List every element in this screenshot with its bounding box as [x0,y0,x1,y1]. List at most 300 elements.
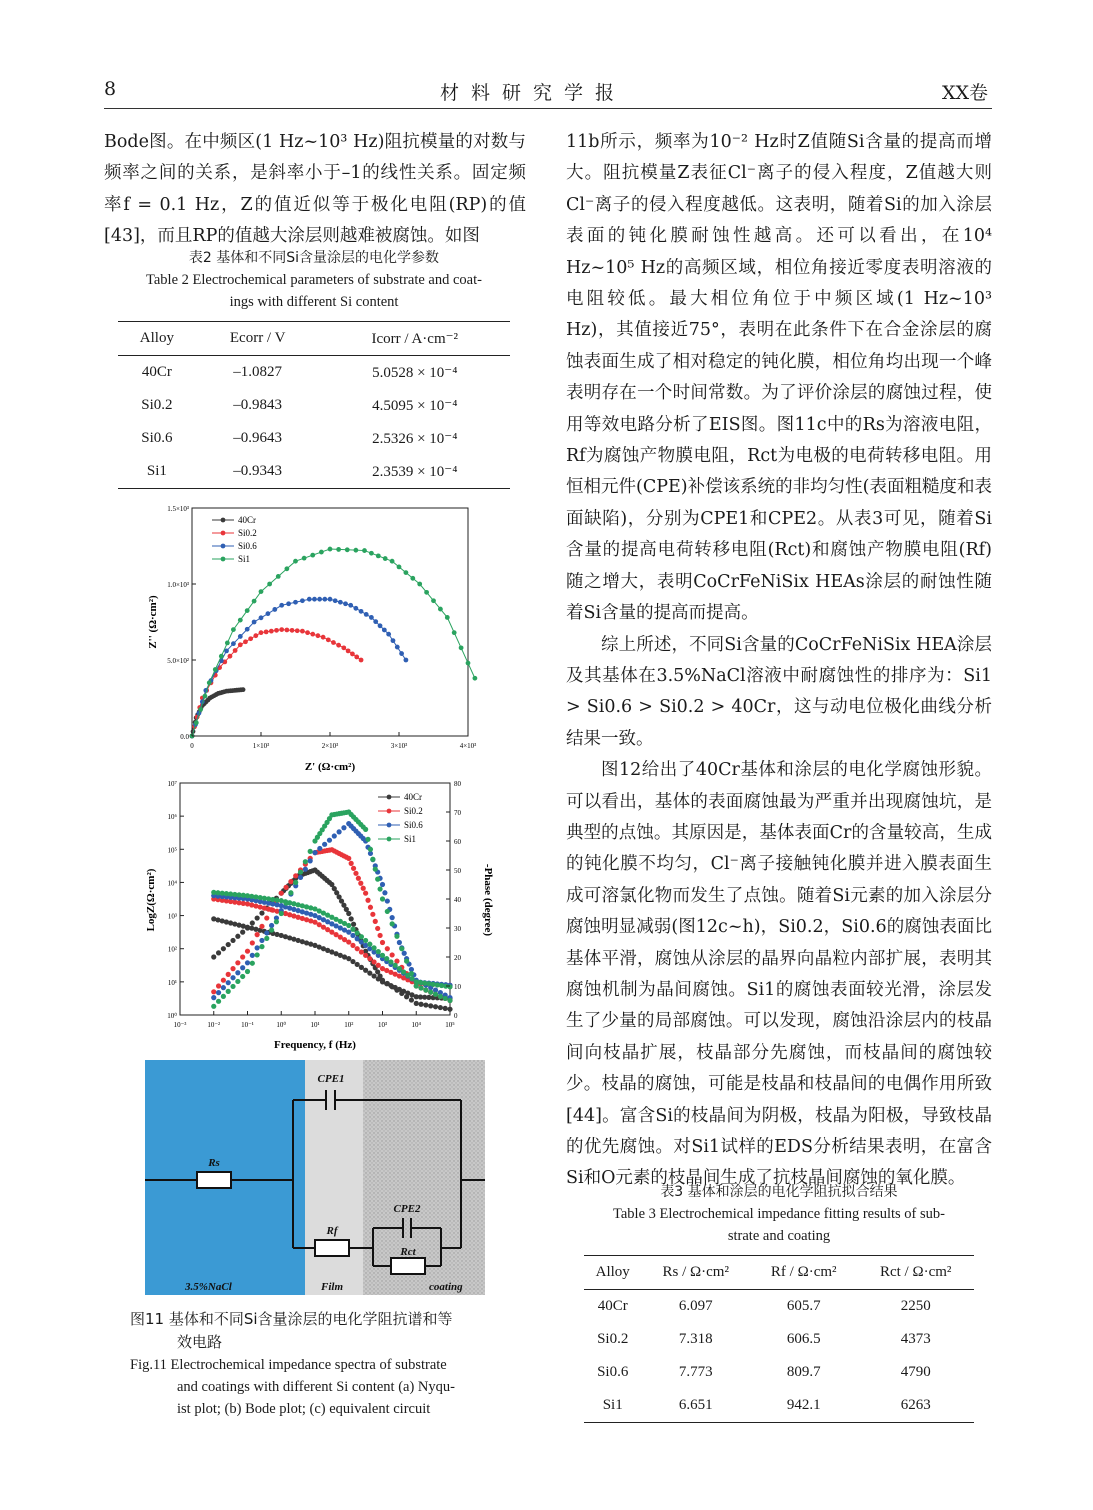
phase-point [221,994,226,999]
phase-point [443,996,448,1001]
phase-point [221,985,226,990]
phase-point [399,991,404,996]
data-point [245,608,250,613]
impedance-point [367,971,372,976]
phase-point [368,905,373,910]
phase-point [317,846,322,851]
y-tick-label: 10¹ [167,978,177,987]
y2-tick-label: 30 [454,925,461,933]
rct-label: Rct [400,1246,416,1258]
phase-point [341,825,346,830]
data-point [228,654,233,659]
y2-tick-label: 20 [454,954,461,962]
data-point [353,548,358,553]
table-cell: Si1 [584,1389,641,1423]
phase-point [353,871,358,876]
impedance-point [359,949,364,954]
impedance-point [371,959,376,964]
phase-point [211,989,216,994]
phase-point [438,994,443,999]
phase-point [380,882,385,887]
table-row [584,1389,974,1423]
phase-point [370,857,375,862]
data-point [438,607,443,612]
phase-point [380,940,385,945]
data-point [238,634,243,639]
table-cell: 40Cr [141,364,172,380]
table-cell: 6.097 [678,1298,713,1314]
y2-tick-label: 80 [454,780,461,788]
data-point [326,637,331,642]
phase-point [293,873,298,878]
phase-point [399,946,404,951]
x-tick-label: 10⁻² [207,1021,221,1029]
legend-marker [387,809,392,814]
data-point [386,632,391,637]
table-cell: –1.0827 [233,364,283,380]
table-cell: –0.9343 [196,455,320,489]
phase-point [250,920,255,925]
phase-point [303,859,308,864]
data-point [364,612,369,617]
data-point [207,680,212,685]
phase-point [298,869,303,874]
phase-point [230,938,235,943]
data-point [225,641,230,646]
data-point [194,720,199,725]
phase-point [363,827,368,832]
y2-tick-label: 0 [454,1012,458,1020]
table-row [584,1323,974,1356]
data-point [259,589,264,594]
phase-point [375,877,380,882]
phase-point [443,1006,448,1011]
data-point [383,556,388,561]
table2-caption-en-2: ings with different Si content [229,294,399,310]
phase-point [380,896,385,901]
data-point [331,640,336,645]
data-point [359,609,364,614]
x-tick-label: 10⁻³ [173,1021,187,1029]
impedance-point [346,956,351,961]
y2-tick-label: 10 [454,983,461,991]
impedance-point [346,930,351,935]
legend-label: Si0.2 [404,806,423,816]
data-point [459,645,464,650]
impedance-point [363,938,368,943]
legend-label: 40Cr [238,515,256,525]
phase-point [250,940,255,945]
phase-point [250,953,255,958]
phase-point [402,951,407,956]
table3-caption-cn: 表3 基体和涂层的电化学阻抗拟合结果 [660,1184,898,1200]
phase-point [361,886,366,891]
cpe1-label: CPE1 [317,1073,345,1085]
data-point [284,628,289,633]
table-row [584,1356,974,1389]
data-point [452,630,457,635]
table-cell: 2.5326 × 10⁻⁴ [372,431,458,447]
impedance-point [397,966,402,971]
phase-point [373,919,378,924]
phase-point [349,916,354,921]
data-point [310,553,315,558]
phase-point [279,891,284,896]
phase-point [327,838,332,843]
legend-label: Si0.2 [238,528,257,538]
impedance-point [447,984,452,989]
impedance-point [401,969,406,974]
data-point [348,603,353,608]
phase-point [418,1002,423,1007]
impedance-point [376,949,381,954]
data-point [328,597,333,602]
y-tick-label: 10² [167,945,177,954]
legend-label: Si0.6 [404,820,423,830]
data-point [373,619,378,624]
table3-header-rct: Rct / Ω·cm² [857,1256,974,1290]
y-tick-label: 10⁵ [167,846,177,855]
data-point [346,648,351,653]
phase-point [428,990,433,995]
right-paragraph-1: 11b所示，频率为10⁻² Hz时Z值随Si含量的提高而增大。阻抗模量Z表征Cl⁻离子的侵入程度，Z值越大则Cl⁻离子的侵入程度越低。这表明，随着Si的加入涂层表面的钝化膜耐蚀性越高。还可以看出，在10⁴ Hz~10⁵ Hz的高频区域，相位角接近零度表明溶液的电阻较低。最大相位角位于中频区域(1 Hz~10³ Hz)，其值接近75°，表明在此条件下在合金涂层的腐蚀表面生成了相对稳定的钝化膜，相位角均出现一个峰表明存在一个时间常数。为了评价涂层的腐蚀过程，使用等效电路分析了EIS图。图11c中的Rs为溶液电阻，Rf为腐蚀产物膜电阻，Rct为电极的电荷转移电阻。用恒相元件(CPE)补偿该系统的非均匀性(表面粗糙度和表面缺陷)，分别为CPE1和CPE2。从表3可见，随着Si含量的提高电荷转移电阻(Rct)和腐蚀产物膜电阻(Rf)随之增大，表明CoCrFeNiSix HEAs涂层的耐蚀性随着Si含量的提高而提高。 [566,132,992,624]
impedance-point [355,930,360,935]
impedance-point [380,953,385,958]
table-row [584,1290,974,1324]
phase-point [433,1004,438,1009]
x-tick-label: 10⁴ [411,1021,421,1029]
equivalent-circuit [145,1060,485,1295]
phase-point [358,881,363,886]
series-line [192,630,361,736]
phase-point [373,867,378,872]
phase-point [226,942,231,947]
table-row [118,455,510,489]
fig11-caption-en-1: Fig.11 Electrochemical impedance spectra of substrate [130,1357,447,1373]
data-point [302,556,307,561]
table-cell: 2250 [900,1298,931,1314]
solution-zone-label: 3.5%NaCl [185,1281,232,1293]
data-point [241,687,246,692]
data-point [382,628,387,633]
phase-point [221,946,226,951]
phase-point [337,829,342,834]
phase-point [226,989,231,994]
phase-point [216,990,221,995]
data-point [404,570,409,575]
data-point [305,630,310,635]
data-point [431,598,436,603]
y-tick-label: 10⁰ [167,1012,177,1020]
data-point [245,627,250,632]
phase-point [394,934,399,939]
data-point [293,559,298,564]
phase-point [409,971,414,976]
impedance-point [355,962,360,967]
table2-caption-en-1: Table 2 Electrochemical parameters of substrate and coat- [146,272,482,288]
impedance-point [363,968,368,973]
legend-label: 40Cr [404,792,422,802]
phase-point [385,909,390,914]
phase-point [255,932,260,937]
table-cell: 606.5 [786,1331,821,1347]
data-point [276,574,281,579]
phase-point [377,886,382,891]
data-point [300,629,305,634]
data-point [264,629,269,634]
table2-grid [118,321,510,489]
phase-point [346,911,351,916]
data-point [359,658,364,663]
phase-point [349,861,354,866]
nyquist-y-label: Z'' (Ω·cm²) [147,595,159,649]
impedance-point [367,942,372,947]
left-column [104,127,526,253]
y-tick-label: 10⁴ [167,879,177,888]
phase-point [211,995,216,1000]
y2-tick-label: 50 [454,867,461,875]
fig11-caption-cn-2: 效电路 [177,1333,223,1351]
phase-point [269,907,274,912]
phase-point [269,927,274,932]
data-point [341,645,346,650]
volume-label: XX卷 [942,82,989,104]
phase-point [211,1004,216,1009]
data-point [295,628,300,633]
y2-tick-label: 40 [454,896,461,904]
table-cell: 4790 [900,1364,931,1380]
right-column [566,127,992,1195]
right-paragraph-3: 图12给出了40Cr基体和涂层的电化学腐蚀形貌。可以看出，基体的表面腐蚀最为严重并出现腐蚀坑，是典型的点蚀。其原因是，基体表面Cr的含量较高，生成的钝化膜不均匀，Cl⁻离子接触钝化膜并进入膜表面生成可溶氯化物而发生了点蚀。随着Si元素的加入涂层分腐蚀明显减弱(图12c~h)，Si0.2，Si0.6的腐蚀表面比基体平滑，腐蚀从涂层的晶界向晶粒内部扩展，表明其腐蚀机制为晶间腐蚀。Si1的腐蚀表面较光滑，涂层发生了少量的局部腐蚀。可以发现，腐蚀沿涂层内的枝晶间向枝晶扩展，枝晶部分先腐蚀，而枝晶间的腐蚀较少。枝晶的腐蚀，可能是枝晶和枝晶间的电偶作用所致[44]。富含Si的枝晶间为阴极，枝晶为阳极，导致枝晶的优先腐蚀。对Si1试样的EDS分析结果表明，在富含Si和O元素的枝晶间生成了抗枝晶间腐蚀的氧化膜。 [566,760,992,1189]
data-point [466,661,471,666]
impedance-point [346,923,351,928]
impedance-point [388,959,393,964]
phase-point [377,933,382,938]
table-cell: 5.0528 × 10⁻⁴ [372,365,458,381]
phase-point [368,847,373,852]
legend-label: Si1 [404,834,417,844]
data-point [293,600,298,605]
table-cell: 4.5095 × 10⁻⁴ [372,398,458,414]
impedance-point [359,934,364,939]
phase-point [418,985,423,990]
bode-x-label: Frequency, f (Hz) [274,1039,356,1051]
phase-point [245,969,250,974]
table3-caption-en-1: Table 3 Electrochemical impedance fitting results of sub- [613,1206,945,1222]
y-tick-label: 1.0×10³ [167,581,189,589]
table-cell: Si0.2 [141,397,173,413]
phase-point [363,891,368,896]
phase-point [365,898,370,903]
phase-point [245,925,250,930]
x-tick-label: 10¹ [310,1021,320,1029]
legend-marker [221,544,226,549]
data-point [219,654,224,659]
phase-point [216,999,221,1004]
phase-point [250,961,255,966]
impedance-point [359,965,364,970]
phase-point [283,885,288,890]
nyquist-frame [192,508,468,736]
phase-point [226,972,231,977]
data-point [267,582,272,587]
phase-point [428,1003,433,1008]
impedance-point [393,963,398,968]
phase-point [308,858,313,863]
phase-point [264,930,269,935]
data-point [266,611,271,616]
table-cell: 809.7 [786,1364,821,1380]
table2-header-ecorr: Ecorr / V [196,322,320,356]
table-cell: 40Cr [597,1298,628,1314]
y-tick-label: 5.0×10² [167,657,189,665]
data-point [369,551,374,556]
phase-point [245,949,250,954]
x-tick-label: 2×10³ [321,742,339,750]
phase-point [433,992,438,997]
x-tick-label: 10² [344,1021,354,1029]
phase-point [397,940,402,945]
x-tick-label: 10⁵ [445,1021,455,1029]
data-point [269,629,274,634]
legend-marker [387,823,392,828]
right-paragraph-2: 综上所述，不同Si含量的CoCrFeNiSix HEA涂层及其基体在3.5%NaCl溶液中耐腐蚀性的排序为：Si1 > Si0.6 > Si0.2 > 40Cr，这与动电位极化曲线分析结果一致。 [566,634,992,749]
phase-point [447,998,452,1003]
legend-marker [221,518,226,523]
phase-point [308,849,313,854]
y-tick-label: 10⁶ [167,813,177,822]
phase-point [255,945,260,950]
data-point [310,632,315,637]
legend-label: Si0.6 [238,541,257,551]
phase-point [423,1002,428,1007]
data-point [343,601,348,606]
phase-point [322,842,327,847]
table-cell: 7.318 [678,1331,713,1347]
phase-point [390,915,395,920]
phase-point [385,981,390,986]
table-cell: 605.7 [786,1298,821,1314]
rs-label: Rs [208,1157,220,1169]
phase-point [216,983,221,988]
phase-point [259,924,264,929]
x-tick-label: 1×10³ [252,742,270,750]
phase-point [414,1001,419,1006]
x-tick-label: 3×10³ [390,742,408,750]
data-point [312,597,317,602]
data-point [391,638,396,643]
data-point [397,565,402,570]
table-cell: –0.9843 [233,397,283,413]
x-tick-label: 0 [190,742,194,750]
y-tick-label: 10³ [167,912,177,921]
phase-point [332,833,337,838]
legend-marker [387,795,392,800]
phase-point [312,850,317,855]
data-point [253,633,258,638]
data-point [290,628,295,633]
phase-point [255,915,260,920]
impedance-point [363,953,368,958]
phase-point [235,979,240,984]
phase-point [226,980,231,985]
legend-label: Si1 [238,554,251,564]
impedance-point [376,963,381,968]
phase-point [365,837,370,842]
phase-point [438,1005,443,1010]
data-point [238,642,243,647]
phase-point [394,988,399,993]
data-point [243,639,248,644]
data-point [252,599,257,604]
table-cell: Si0.6 [141,430,173,446]
data-point [319,550,324,555]
data-point [286,601,291,606]
data-point [203,694,208,699]
table-3 [584,1182,974,1423]
coating-zone-label: coating [429,1281,463,1293]
impedance-point [371,973,376,978]
impedance-point [409,976,414,981]
table2-caption-cn: 表2 基体和不同Si含量涂层的电化学参数 [188,250,440,266]
table3-header-rs: Rs / Ω·cm² [641,1256,750,1290]
phase-point [298,875,303,880]
data-point [284,566,289,571]
phase-point [288,879,293,884]
phase-point [283,901,288,906]
data-point [238,618,243,623]
phase-point [385,898,390,903]
data-point [336,643,341,648]
phase-point [303,867,308,872]
table3-header-rf: Rf / Ω·cm² [750,1256,857,1290]
phase-point [240,974,245,979]
nyquist-plot [140,496,500,776]
table2-header-icorr: Icorr / A·cm⁻² [320,322,510,356]
y2-tick-label: 60 [454,838,461,846]
legend-marker [221,557,226,562]
phase-point [235,934,240,939]
impedance-point [384,956,389,961]
table-cell: 6263 [857,1389,974,1423]
phase-point [404,959,409,964]
data-point [445,615,450,620]
data-point [395,645,400,650]
data-point [213,667,218,672]
phase-point [245,960,250,965]
nyquist-x-label: Z' (Ω·cm²) [304,761,356,773]
phase-point [370,912,375,917]
impedance-point [355,946,360,951]
phase-point [404,994,409,999]
table-cell: 4373 [900,1331,931,1347]
journal-title: 材料研究学报 [440,82,627,104]
y-tick-label: 10⁷ [167,780,177,788]
data-point [322,597,327,602]
table-cell: 2.3539 × 10⁻⁴ [320,455,510,489]
cpe2-label: CPE2 [393,1203,421,1215]
phase-point [240,954,245,959]
phase-point [221,978,226,983]
impedance-point [367,956,372,961]
phase-point [269,923,274,928]
data-point [410,576,415,581]
y2-tick-label: 70 [454,809,461,817]
data-point [272,607,277,612]
table-cell: 942.1 [750,1389,857,1423]
data-point [300,598,305,603]
table-2 [118,248,510,489]
